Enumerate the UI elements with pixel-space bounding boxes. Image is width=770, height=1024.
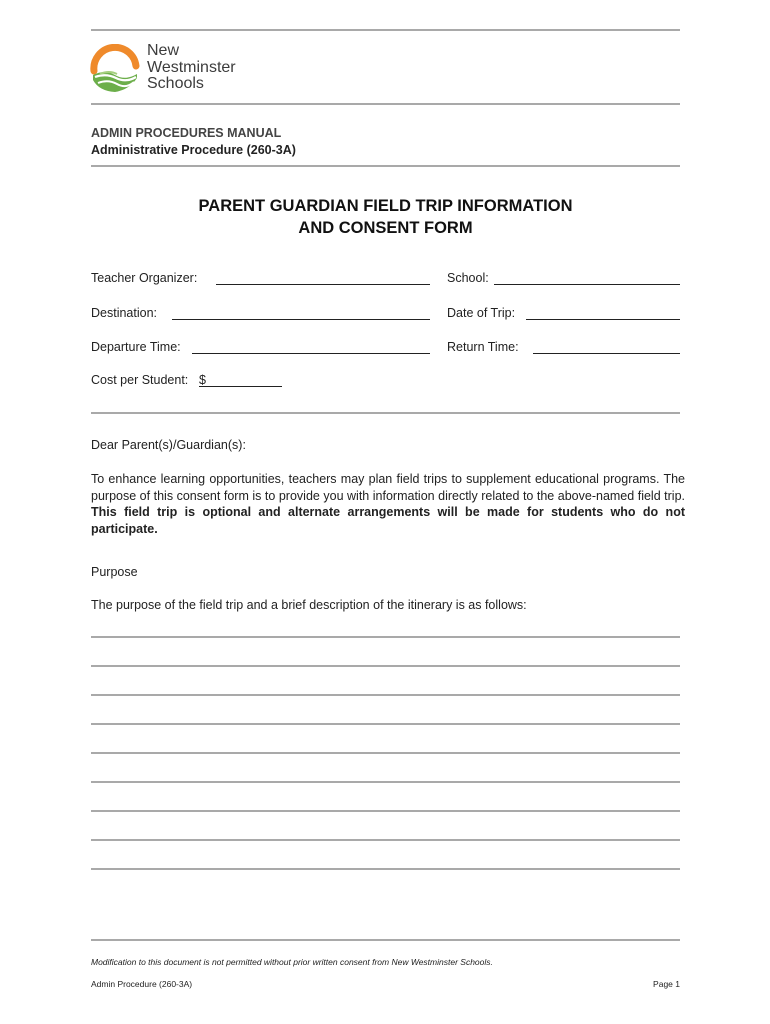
intro-paragraph: [91, 471, 685, 537]
intro-text: To enhance learning opportunities, teachers may plan field trips to supplement educational programs. The purpose of this consent form is to provide you with information directly related to the above-named field trip.: [91, 472, 685, 503]
purpose-writing-line[interactable]: [91, 752, 680, 754]
purpose-writing-line[interactable]: [91, 636, 680, 638]
modification-notice: Modification to this document is not permitted without prior written consent from New Westminster Schools.: [91, 957, 493, 967]
header-divider: [91, 103, 680, 105]
footer-doc-id: Admin Procedure (260-3A): [91, 979, 193, 989]
logo-line-3: Schools: [147, 75, 204, 92]
purpose-writing-line[interactable]: [91, 810, 680, 812]
fields-divider: [91, 412, 680, 414]
purpose-writing-line[interactable]: [91, 694, 680, 696]
footer-divider: [91, 939, 680, 941]
currency-symbol: $: [199, 373, 206, 387]
purpose-writing-line[interactable]: [91, 665, 680, 667]
return-time-label: Return Time:: [447, 340, 519, 354]
header-bottom-divider: [91, 165, 680, 167]
form-title-line-2: AND CONSENT FORM: [298, 219, 473, 237]
logo-icon: [89, 44, 141, 96]
form-title-line-1: PARENT GUARDIAN FIELD TRIP INFORMATION: [198, 197, 573, 215]
school-label: School:: [447, 271, 489, 285]
return-time-field[interactable]: [533, 353, 680, 354]
manual-label: ADMIN PROCEDURES MANUAL: [91, 126, 282, 140]
destination-label: Destination:: [91, 306, 158, 320]
departure-time-label: Departure Time:: [91, 340, 181, 354]
date-of-trip-label: Date of Trip:: [447, 306, 516, 320]
procedure-label: Administrative Procedure (260-3A): [91, 143, 296, 157]
teacher-organizer-field[interactable]: [216, 284, 430, 285]
top-divider: [91, 29, 680, 31]
optional-notice: This field trip is optional and alternate arrangements will be made for students who do not participate.: [91, 505, 685, 536]
logo-wordmark: [147, 43, 236, 93]
teacher-organizer-label: Teacher Organizer:: [91, 271, 198, 285]
cost-per-student-field[interactable]: [199, 386, 282, 387]
purpose-writing-line[interactable]: [91, 868, 680, 870]
purpose-writing-line[interactable]: [91, 723, 680, 725]
purpose-heading: Purpose: [91, 565, 138, 579]
logo-line-2: Westminster: [147, 58, 236, 76]
date-of-trip-field[interactable]: [526, 319, 680, 320]
form-title: [91, 195, 680, 239]
page-number: Page 1: [653, 979, 680, 989]
cost-per-student-label: Cost per Student:: [91, 373, 189, 387]
purpose-writing-line[interactable]: [91, 839, 680, 841]
school-field[interactable]: [494, 284, 680, 285]
departure-time-field[interactable]: [192, 353, 430, 354]
purpose-intro: The purpose of the field trip and a brief description of the itinerary is as follows:: [91, 598, 527, 612]
destination-field[interactable]: [172, 319, 430, 320]
logo-line-1: New: [147, 42, 180, 59]
purpose-writing-line[interactable]: [91, 781, 680, 783]
salutation: Dear Parent(s)/Guardian(s):: [91, 438, 246, 452]
school-logo: [89, 44, 141, 96]
